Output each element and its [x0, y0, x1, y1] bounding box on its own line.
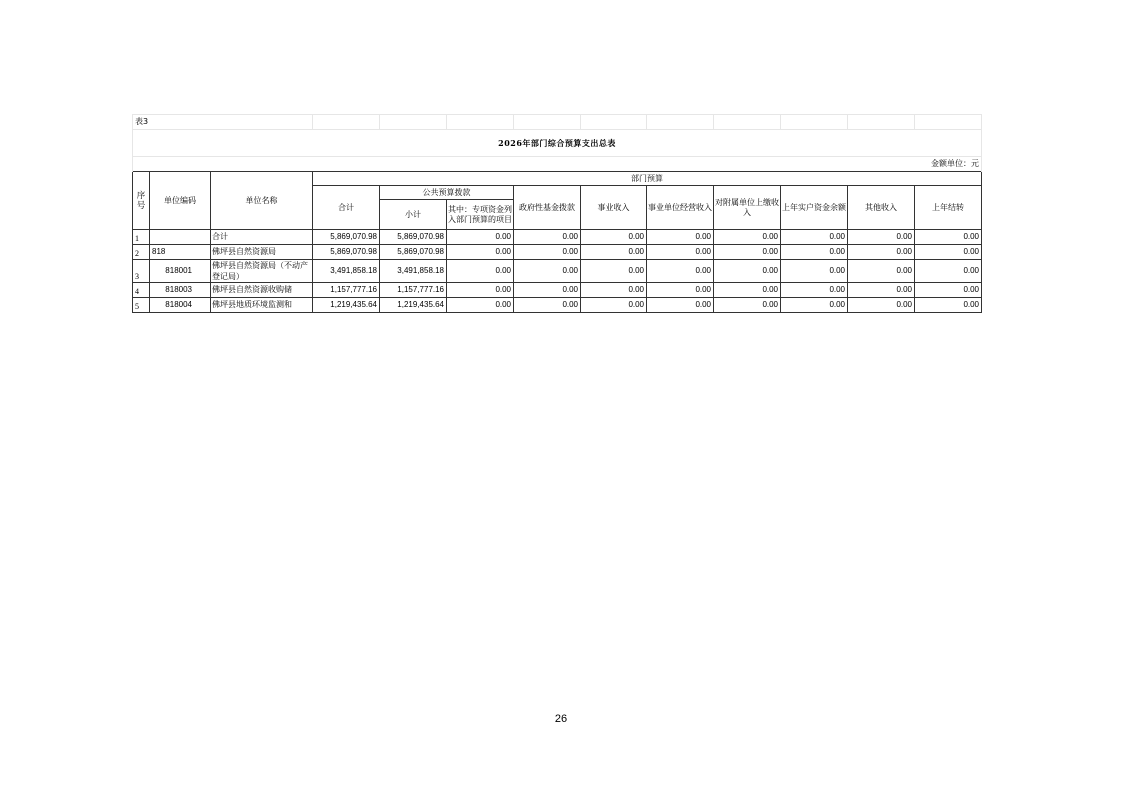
row-seq: 1	[133, 230, 150, 245]
row-seq: 2	[133, 245, 150, 260]
row-value: 0.00	[447, 260, 514, 283]
row-value: 1,219,435.64	[313, 298, 380, 313]
header-row-1	[133, 172, 982, 186]
table-body	[133, 230, 982, 313]
row-value: 0.00	[514, 298, 581, 313]
header-gov-fund: 政府性基金拨款	[514, 186, 581, 230]
amount-unit: 金额单位：元	[133, 157, 982, 172]
row-value: 0.00	[581, 283, 647, 298]
row-unit-code	[150, 230, 211, 245]
row-value: 0.00	[781, 230, 848, 245]
row-value: 0.00	[514, 260, 581, 283]
row-value: 0.00	[447, 283, 514, 298]
row-value: 0.00	[647, 260, 714, 283]
row-unit-name: 佛坪县自然资源局（不动产登记局）	[211, 260, 313, 283]
header-unit-name: 单位名称	[211, 172, 313, 230]
row-value: 0.00	[915, 230, 982, 245]
header-operating-income: 事业单位经营收入	[647, 186, 714, 230]
header-business-income: 事业收入	[581, 186, 647, 230]
header-seq: 序号	[133, 172, 150, 230]
header-subordinate-income: 对附属单位上缴收入	[714, 186, 781, 230]
budget-sheet	[132, 114, 981, 313]
row-value: 0.00	[581, 260, 647, 283]
row-unit-code: 818004	[150, 298, 211, 313]
row-seq: 3	[133, 260, 150, 283]
table-label-row	[133, 115, 982, 130]
header-dept-budget: 部门预算	[313, 172, 982, 186]
row-seq: 4	[133, 283, 150, 298]
row-value: 0.00	[848, 230, 915, 245]
row-unit-code: 818003	[150, 283, 211, 298]
table-row	[133, 230, 982, 245]
row-value: 0.00	[714, 245, 781, 260]
table-row	[133, 298, 982, 313]
row-value: 0.00	[714, 230, 781, 245]
row-unit-name: 佛坪县自然资源收购储	[211, 283, 313, 298]
budget-table	[132, 114, 982, 313]
row-value: 0.00	[781, 245, 848, 260]
row-value: 0.00	[781, 298, 848, 313]
row-value: 0.00	[447, 245, 514, 260]
row-seq: 5	[133, 298, 150, 313]
row-unit-code: 818	[150, 245, 211, 260]
row-value: 0.00	[714, 298, 781, 313]
row-value: 0.00	[915, 260, 982, 283]
row-value: 1,219,435.64	[380, 298, 447, 313]
row-value: 0.00	[514, 283, 581, 298]
row-value: 0.00	[581, 230, 647, 245]
header-total: 合计	[313, 186, 380, 230]
row-value: 0.00	[714, 260, 781, 283]
row-value: 0.00	[915, 283, 982, 298]
row-value: 0.00	[514, 230, 581, 245]
row-value: 1,157,777.16	[380, 283, 447, 298]
table-row	[133, 260, 982, 283]
row-value: 3,491,858.18	[380, 260, 447, 283]
row-value: 0.00	[647, 298, 714, 313]
header-public-budget: 公共预算拨款	[380, 186, 514, 200]
page-number: 26	[554, 713, 568, 725]
table-label: 表3	[133, 115, 313, 130]
row-value: 0.00	[447, 298, 514, 313]
row-value: 5,869,070.98	[380, 245, 447, 260]
row-value: 3,491,858.18	[313, 260, 380, 283]
row-value: 0.00	[647, 230, 714, 245]
table-row	[133, 283, 982, 298]
row-value: 1,157,777.16	[313, 283, 380, 298]
row-value: 0.00	[915, 298, 982, 313]
row-value: 0.00	[848, 283, 915, 298]
header-subtotal: 小计	[380, 200, 447, 230]
row-unit-code: 818001	[150, 260, 211, 283]
sheet-title: 2026年部门综合预算支出总表	[133, 130, 982, 157]
row-value: 5,869,070.98	[313, 245, 380, 260]
row-unit-name: 佛坪县自然资源局	[211, 245, 313, 260]
row-unit-name: 佛坪县地质环境监测和	[211, 298, 313, 313]
row-value: 0.00	[447, 230, 514, 245]
row-value: 0.00	[781, 260, 848, 283]
header-other-income: 其他收入	[848, 186, 915, 230]
row-value: 0.00	[514, 245, 581, 260]
header-prior-carryover: 上年结转	[915, 186, 982, 230]
row-value: 0.00	[647, 283, 714, 298]
header-unit-code: 单位编码	[150, 172, 211, 230]
row-unit-name: 合计	[211, 230, 313, 245]
row-value: 5,869,070.98	[313, 230, 380, 245]
row-value: 0.00	[848, 245, 915, 260]
row-value: 0.00	[714, 283, 781, 298]
header-prior-balance: 上年实户资金余额	[781, 186, 848, 230]
row-value: 0.00	[781, 283, 848, 298]
row-value: 5,869,070.98	[380, 230, 447, 245]
row-value: 0.00	[581, 298, 647, 313]
row-value: 0.00	[848, 298, 915, 313]
row-value: 0.00	[581, 245, 647, 260]
row-value: 0.00	[647, 245, 714, 260]
row-value: 0.00	[848, 260, 915, 283]
header-special: 其中：专项资金列入部门预算的项目	[447, 200, 514, 230]
table-row	[133, 245, 982, 260]
row-value: 0.00	[915, 245, 982, 260]
